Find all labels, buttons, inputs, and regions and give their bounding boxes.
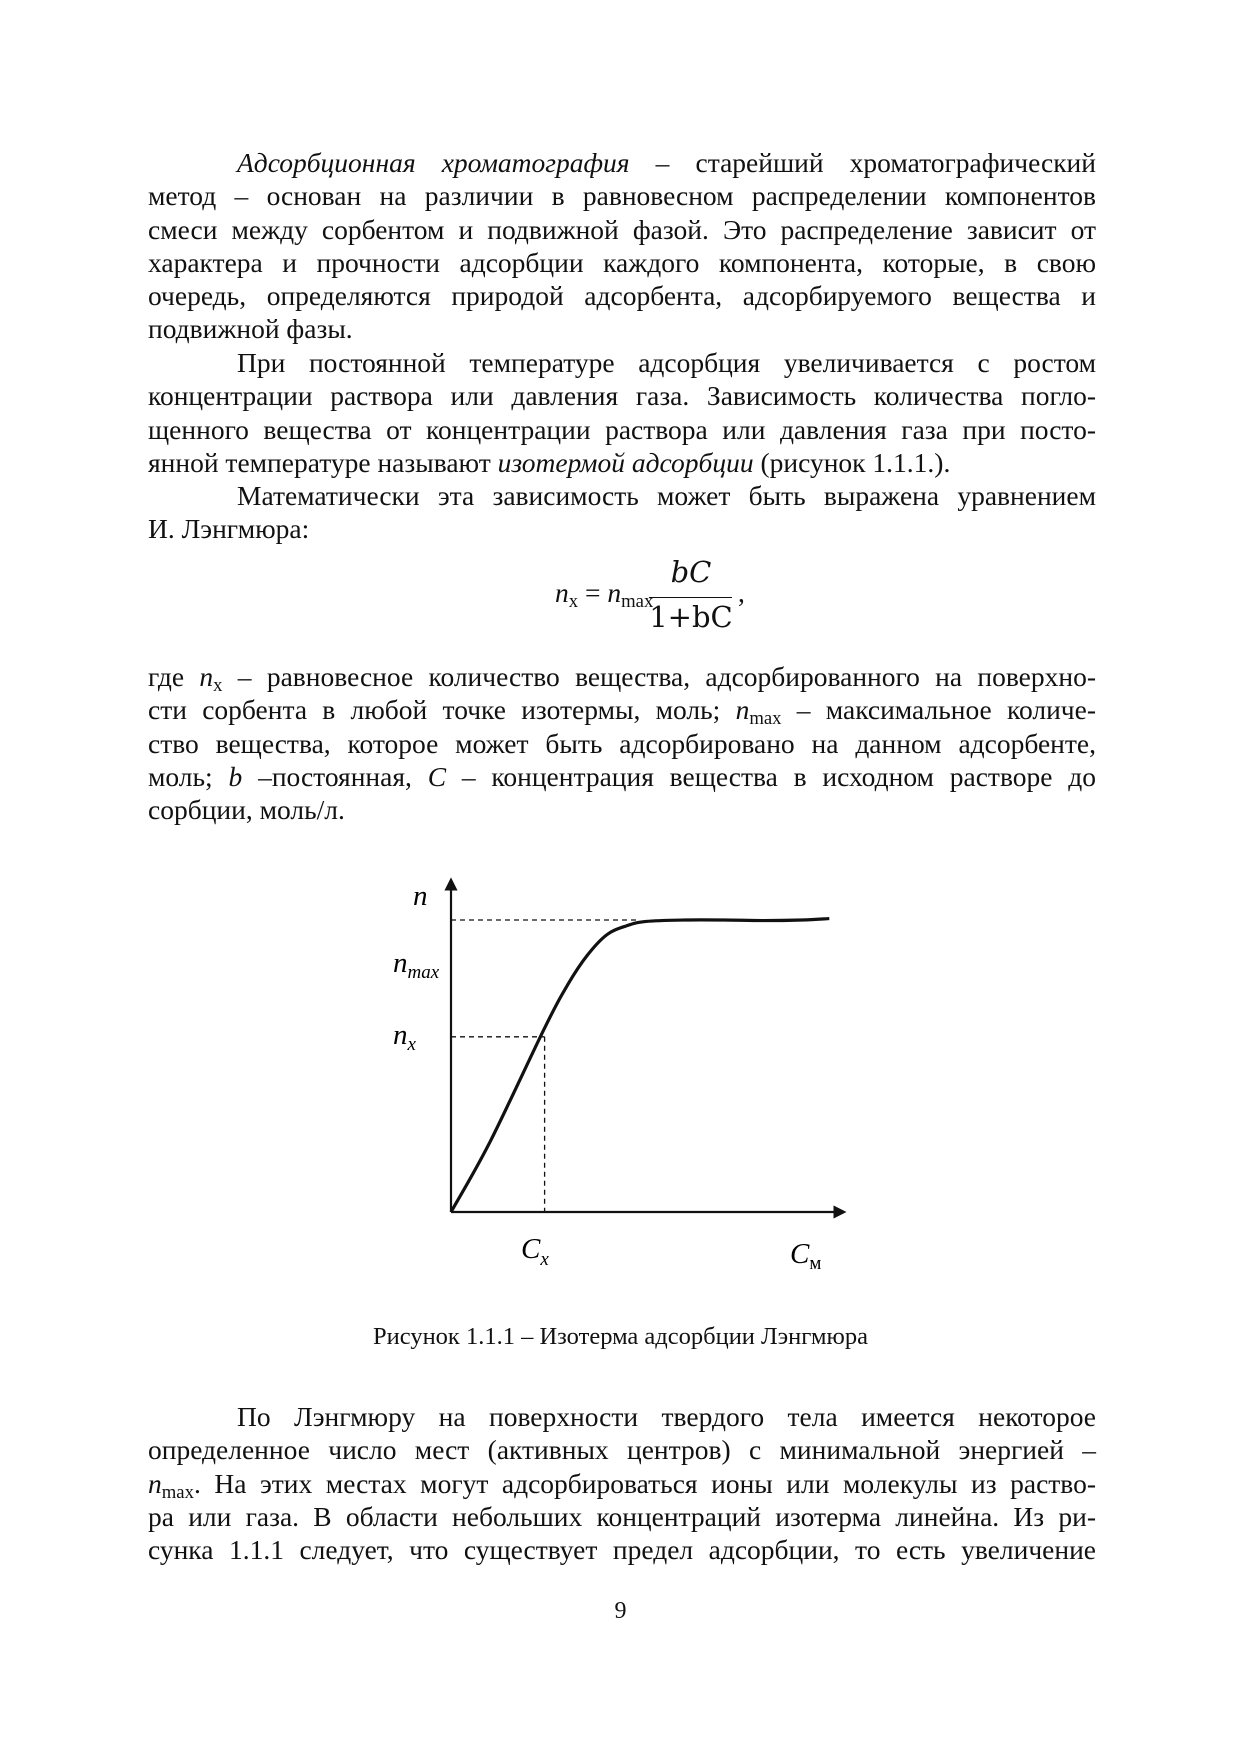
text-line: янной температуре называют изотермой адсорбции (рисунок 1.1.1.). [148, 446, 951, 478]
text-line: определенное число мест (активных центров) с минимальной энергией – [148, 1434, 1096, 1466]
text-line: моль; b –постоянная, C – концентрация вещества в исходном растворе до [148, 760, 1096, 792]
equation-denominator: 1+bC [649, 600, 733, 634]
text-line: Адсорбционная хроматография – старейший хроматографический [237, 147, 1096, 178]
cx-tick-label: $C_x$ [521, 1233, 549, 1270]
paragraph-langmuir-theory [148, 1400, 1096, 1566]
text-line: характера и прочности адсорбции каждого компонента, которые, в свою [148, 246, 1096, 278]
italic-term: Адсорбционная хроматография [237, 147, 630, 178]
text-line: смеси между сорбентом и подвижной фазой. Это распределение зависит от [148, 213, 1096, 245]
text-line: сунка 1.1.1 следует, что существует предел адсорбции, то есть увеличение [148, 1534, 1096, 1566]
text-line: $n_{max}$. На этих местах могут адсорбироваться ионы или молекулы из раство- [148, 1467, 1096, 1503]
text-line: По Лэнгмюру на поверхности твердого тела имеется некоторое [237, 1401, 1096, 1432]
y-axis-label: n [413, 880, 428, 912]
text-line: И. Лэнгмюра: [148, 513, 310, 545]
nmax-tick-label: $n_{max}$ [393, 947, 440, 983]
text-line: сти сорбента в любой точке изотермы, моль; $n_{max}$ – максимальное количе- [148, 694, 1096, 730]
equation-lhs: $n_x = n_{max}$ [555, 577, 654, 613]
page-number: 9 [614, 1598, 627, 1624]
text-line: ство вещества, которое может быть адсорбировано на данном адсорбенте, [148, 727, 1096, 759]
text-line: очередь, определяются природой адсорбента, адсорбируемого вещества и [148, 280, 1096, 312]
text-line: сорбции, моль/л. [148, 794, 345, 826]
italic-term: изотермой адсорбции [497, 446, 754, 478]
text-line: подвижной фазы. [148, 313, 353, 345]
text-line: щенного вещества от концентрации раствора или давления газа при посто- [148, 413, 1096, 445]
x-axis-label: $C_м$ [790, 1238, 822, 1274]
text-line: концентрации раствора или давления газа. Зависимость количества погло- [148, 380, 1096, 412]
text-line: Математически эта зависимость может быть выражена уравнением [237, 480, 1096, 511]
text-line: метод – основан на различии в равновесном распределении компонентов [148, 180, 1096, 212]
nx-tick-label: $n_x$ [393, 1019, 416, 1055]
isotherm-curve [451, 919, 829, 1212]
figure-caption: Рисунок 1.1.1 – Изотерма адсорбции Лэнгмюра [373, 1323, 868, 1350]
equation-comma: , [738, 577, 745, 608]
text-line: ра или газа. В области небольших концентраций изотерма линейна. Из ри- [148, 1500, 1096, 1532]
text-line: где $n_х$ – равновесное количество вещества, адсорбированного на поверхно- [148, 661, 1096, 697]
text-line: При постоянной температуре адсорбция увеличивается с ростом [237, 347, 1096, 378]
equation-numerator: bC [670, 555, 712, 589]
